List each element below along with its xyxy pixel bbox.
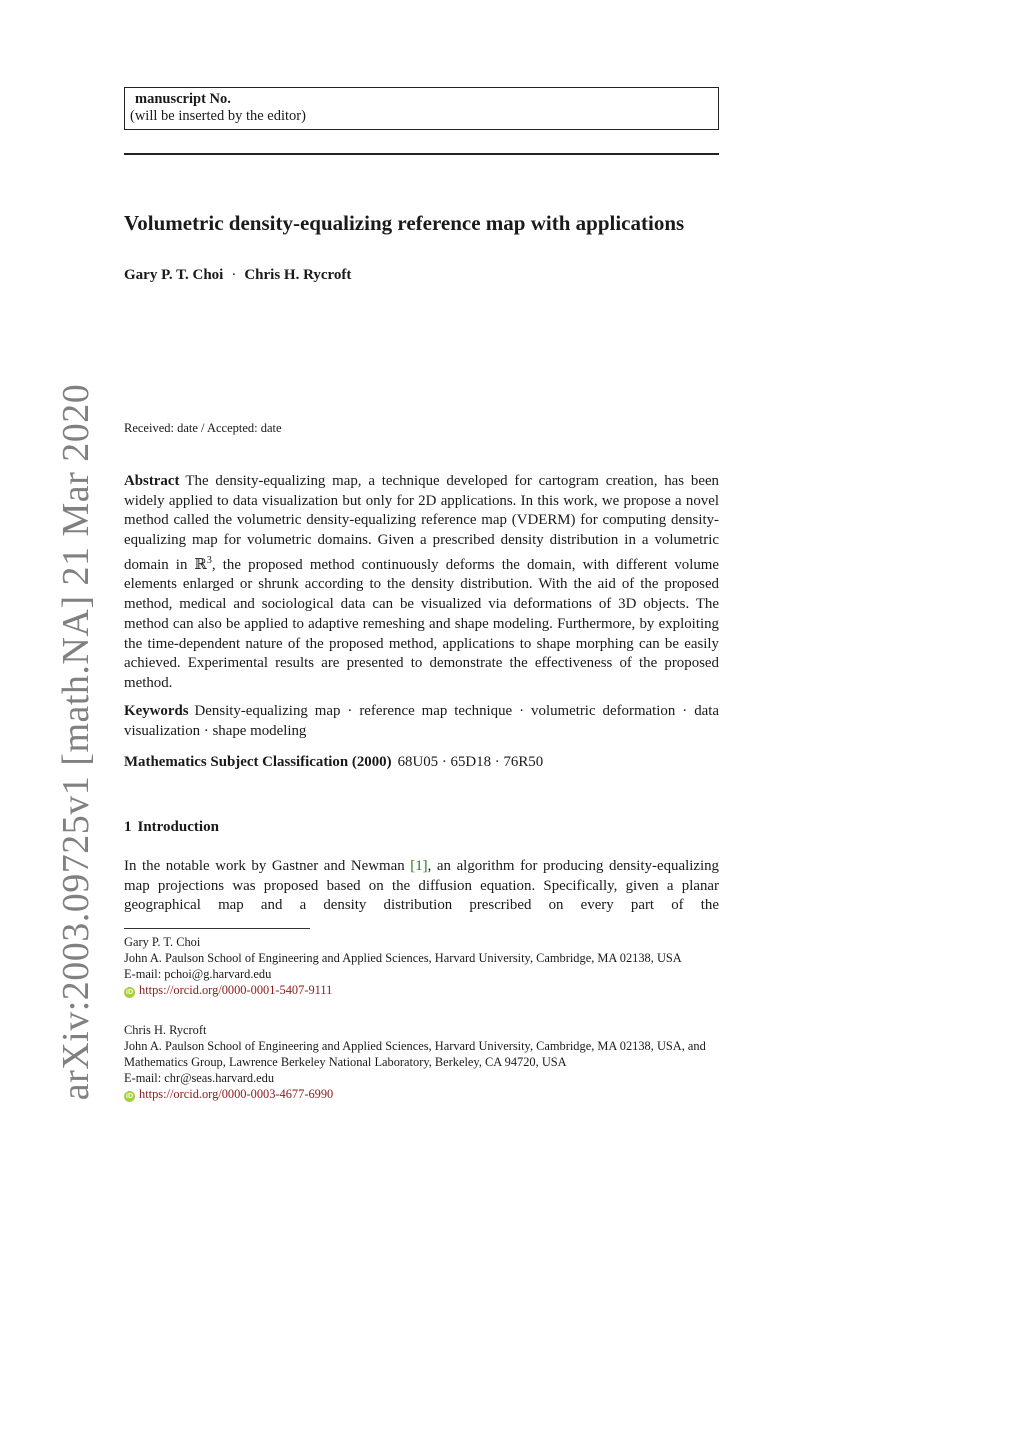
keywords-text: Density-equalizing map · reference map technique · volumetric deformation · data visualization · shape modeling bbox=[124, 703, 719, 739]
affiliation-address: John A. Paulson School of Engineering and Applied Sciences, Harvard University, Cambridge, MA 02138, USA bbox=[124, 951, 682, 965]
section-heading-introduction bbox=[124, 817, 219, 837]
manuscript-box bbox=[124, 87, 719, 130]
affiliation-address: John A. Paulson School of Engineering and Applied Sciences, Harvard University, Cambridge, MA 02138, USA, and bbox=[124, 1039, 706, 1053]
affiliation-block bbox=[124, 934, 724, 998]
orcid-row bbox=[124, 982, 724, 998]
abstract-text-continued: , the proposed method continuously deforms the domain, with different volume elements enlarged or shrunk according to the density distribution. With the aid of the proposed method, medical and sociological data can be visualized via deformations of 3D objects. The method can also be applied to adaptive remeshing and shape modeling. Furthermore, by exploiting the time-dependent nature of the proposed method, applications to shape morphing can be easily achieved. Experimental results are presented to demonstrate the effectiveness of the proposed method. bbox=[124, 556, 719, 691]
abstract-text: The density-equalizing map, a technique developed for cartogram creation, has been widely applied to data visualization but only for 2D applications. In this work, we propose a novel method called the volumetric density-equalizing reference map (VDERM) for computing density-equalizing map for volumetric domains. Given a prescribed density distribution in a volumetric domain in bbox=[124, 473, 719, 573]
keywords-label: Keywords bbox=[124, 703, 189, 719]
paper-title: Volumetric density-equalizing reference map with applications bbox=[124, 211, 685, 235]
section-title: Introduction bbox=[137, 819, 219, 835]
msc-label: Mathematics Subject Classification (2000) bbox=[124, 754, 392, 770]
msc-classification bbox=[124, 753, 719, 773]
author-name: Chris H. Rycroft bbox=[244, 267, 352, 283]
footnote-rule bbox=[124, 928, 310, 929]
author-name: Gary P. T. Choi bbox=[124, 267, 224, 283]
introduction-paragraph bbox=[124, 857, 719, 916]
header-rule bbox=[124, 153, 719, 155]
math-symbol: ℝ bbox=[194, 556, 207, 573]
msc-text: 68U05 · 65D18 · 76R50 bbox=[397, 754, 544, 770]
math-exponent: 3 bbox=[206, 554, 212, 566]
affiliation-email: E-mail: chr@seas.harvard.edu bbox=[124, 1071, 275, 1085]
orcid-icon: iD bbox=[126, 1093, 133, 1100]
orcid-link[interactable]: https://orcid.org/0000-0003-4677-6990 bbox=[139, 1087, 334, 1101]
orcid-link[interactable]: https://orcid.org/0000-0001-5407-9111 bbox=[139, 983, 333, 997]
intro-text: In the notable work by Gastner and Newman bbox=[124, 858, 411, 874]
orcid-icon: iD bbox=[126, 989, 133, 996]
arxiv-side-stamp: arXiv:2003.09725v1 [math.NA] 21 Mar 2020 bbox=[55, 383, 97, 1101]
manuscript-label: manuscript No. bbox=[135, 91, 231, 107]
orcid-row bbox=[124, 1086, 724, 1102]
intro-text-continued: , an algorithm for producing density-equalizing map projections was proposed based on the diffusion equation. Specifically, given a planar geographical map and a density distribution prescribed on every part of the bbox=[124, 858, 719, 914]
affiliation-address-secondary: Mathematics Group, Lawrence Berkeley National Laboratory, Berkeley, CA 94720, USA bbox=[124, 1055, 567, 1069]
affiliation-block bbox=[124, 1022, 724, 1102]
abstract-label: Abstract bbox=[124, 473, 180, 489]
affiliation-email: E-mail: pchoi@g.harvard.edu bbox=[124, 967, 272, 981]
abstract bbox=[124, 472, 719, 694]
keywords bbox=[124, 702, 719, 741]
math-r3 bbox=[194, 554, 212, 573]
author-list bbox=[124, 265, 351, 285]
section-number: 1 bbox=[124, 819, 132, 835]
affiliation-name: Gary P. T. Choi bbox=[124, 935, 201, 949]
citation-link[interactable]: [1] bbox=[410, 858, 428, 874]
manuscript-note: (will be inserted by the editor) bbox=[130, 108, 306, 124]
received-date: Received: date / Accepted: date bbox=[124, 421, 282, 435]
author-separator: · bbox=[231, 267, 237, 283]
affiliation-name: Chris H. Rycroft bbox=[124, 1023, 207, 1037]
